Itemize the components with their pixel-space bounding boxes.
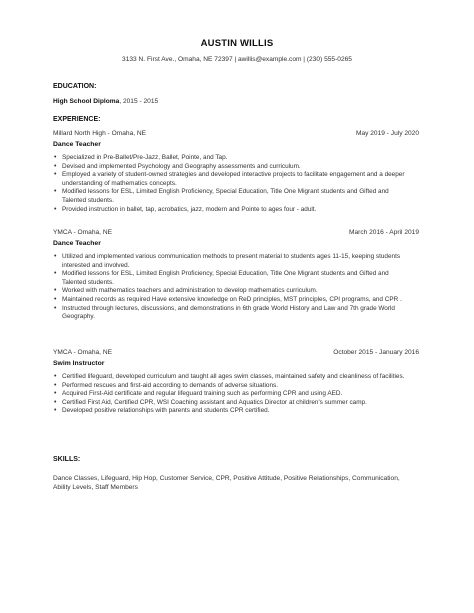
list-item: • Performed rescues and first-aid according to demands of adverse situations. xyxy=(53,382,413,391)
list-item: • Modified lessons for ESL, Limited English Proficiency, Special Education, Title One Migrant students and Gifted and Talented students. xyxy=(53,270,413,287)
list-item: • Certified First Aid, Certified CPR, WSI Coaching assistant and Aquatics Director at children's summer camp. xyxy=(53,399,413,408)
job-1-bullets xyxy=(53,154,413,214)
job-3-bullets xyxy=(53,373,413,416)
job-2-position: Dance Teacher xyxy=(53,240,101,247)
job-1-employer: Millard North High - Omaha, NE xyxy=(53,130,147,137)
job-2-bullets xyxy=(53,253,413,322)
skills-heading: SKILLS: xyxy=(53,456,81,463)
job-2-employer: YMCA - Omaha, NE xyxy=(53,229,112,236)
list-item: • Developed positive relationships with parents and students CPR certified. xyxy=(53,407,413,416)
list-item: • Certified lifeguard, developed curriculum and taught all ages swim classes, maintained safety and cleanliness of facilities. xyxy=(53,373,413,382)
contact-line: 3133 N. First Ave., Omaha, NE 72397 | awillis@example.com | (230) 555-0265 xyxy=(122,56,352,63)
job-3-header xyxy=(53,349,419,356)
list-item: • Specialized in Pre-Ballet/Pre-Jazz, Ballet, Pointe, and Tap. xyxy=(53,154,413,163)
skills-list: Dance Classes, Lifeguard, Hip Hop, Customer Service, CPR, Positive Attitude, Positive Relationships, Communication, Ability Levels, Staff Members xyxy=(53,475,400,491)
job-3-position: Swim Instructor xyxy=(53,360,105,367)
education-degree: High School Diploma xyxy=(53,98,120,105)
job-3-employer: YMCA - Omaha, NE xyxy=(53,349,112,356)
job-2-header xyxy=(53,229,419,236)
resume-name: AUSTIN WILLIS xyxy=(200,38,274,49)
list-item: • Devised and implemented Psychology and Geography assessments and curriculum. xyxy=(53,163,413,172)
education-heading: EDUCATION: xyxy=(53,83,97,90)
list-item: • Utilized and implemented various communication methods to present material to students ages 11-15, keeping students interested and involved. xyxy=(53,253,413,270)
education-years: , 2015 - 2015 xyxy=(119,98,159,105)
job-1-dates: May 2019 - July 2020 xyxy=(355,130,419,137)
list-item: • Provided instruction in ballet, tap, acrobatics, jazz, modern and Pointe to ages four - adult. xyxy=(53,206,413,215)
education-entry xyxy=(53,97,421,106)
job-3-dates: October 2015 - January 2016 xyxy=(333,349,419,356)
job-1-position: Dance Teacher xyxy=(53,141,101,148)
list-item: • Acquired First-Aid certificate and regular lifeguard training such as performing CPR and using AED. xyxy=(53,390,413,399)
job-1-header xyxy=(53,130,419,137)
list-item: • Modified lessons for ESL, Limited English Proficiency, Special Education, Title One Migrant students and Gifted and Talented students. xyxy=(53,188,413,205)
list-item: • Employed a variety of student-owned strategies and developed interactive projects to facilitate engagement and a deeper understanding of mathematics concepts. xyxy=(53,171,413,188)
list-item: • Maintained records as required Have extensive knowledge on ReD principles, MST principles, CPI programs, and CPR . xyxy=(53,296,413,305)
experience-heading: EXPERIENCE: xyxy=(53,116,101,123)
job-2-dates: March 2016 - April 2019 xyxy=(348,229,419,236)
list-item: • Worked with mathematics teachers and administration to develop mathematics curriculum. xyxy=(53,287,413,296)
list-item: • Instructed through lectures, discussions, and demonstrations in 6th grade World History and Law and 7th grade World Geography. xyxy=(53,305,413,322)
